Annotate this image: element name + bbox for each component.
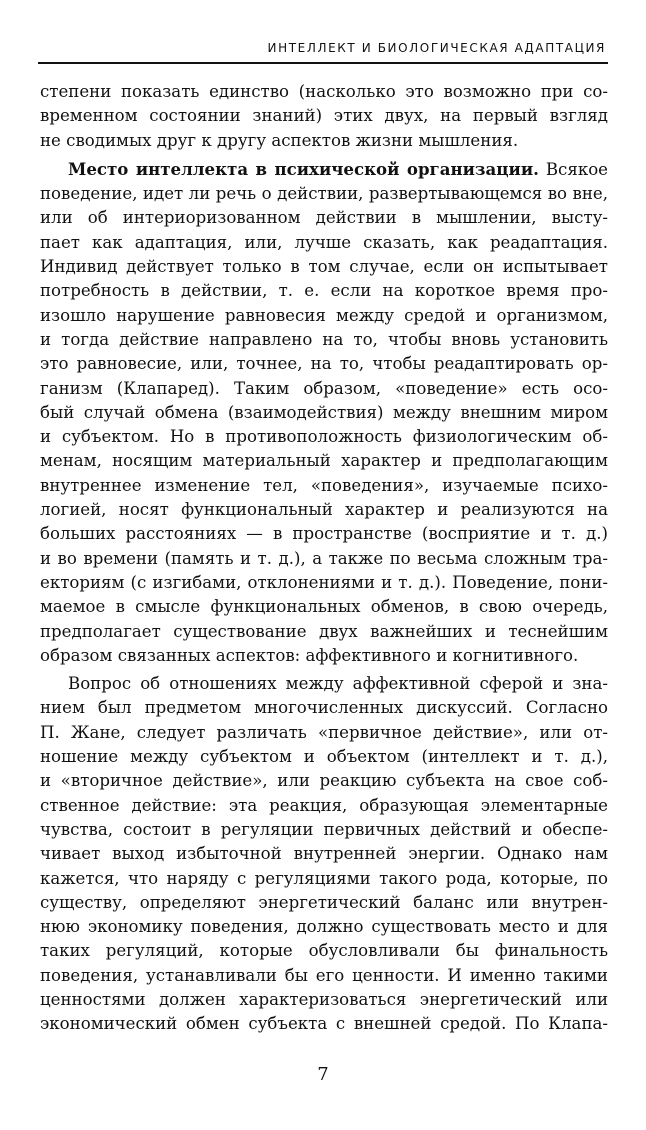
paragraph-1: [40, 80, 608, 153]
paragraph-3: [40, 672, 608, 1036]
text-line: поведения, устанавливали бы его ценности. И именно такими: [40, 965, 608, 985]
text-line: и тогда действие направлено на то, чтобы вновь установить: [40, 329, 608, 349]
text-line: ганизм (Клапаред). Таким образом, «поведение» есть осо-: [40, 378, 608, 398]
text-line: экономический обмен субъекта с внешней средой. По Клапа-: [40, 1014, 608, 1034]
text-line: ценностями должен характеризоваться энергетический или: [40, 989, 608, 1009]
text-line: временном состоянии знаний) этих двух, на первый взгляд: [40, 106, 608, 126]
text-line: потребность в действии, т. е. если на короткое время про-: [40, 281, 608, 301]
running-header: ИНТЕЛЛЕКТ И БИОЛОГИЧЕСКАЯ АДАПТАЦИЯ: [267, 41, 606, 55]
text-line: степени показать единство (насколько это возможно при со-: [40, 82, 608, 101]
text-line: или об интериоризованном действии в мышлении, высту-: [40, 208, 608, 228]
section-heading: Место интеллекта в психической организации.: [68, 158, 539, 179]
text-line: пает как адаптация, или, лучше сказать, как реадаптация.: [40, 232, 608, 252]
text-line: Индивид действует только в том случае, если он испытывает: [40, 257, 608, 277]
body-text: [40, 80, 608, 1037]
text-line: не сводимых друг к другу аспектов жизни мышления.: [40, 130, 519, 150]
text-line: образом связанных аспектов: аффективного и когнитивного.: [40, 645, 579, 665]
text-run: Всякое: [538, 159, 608, 179]
text-line: маемое в смысле функциональных обменов, в свою очередь,: [40, 597, 608, 617]
text-line: и субъектом. Но в противоположность физиологическим об-: [40, 427, 608, 447]
text-line: больших расстояниях — в пространстве (восприятие и т. д.): [40, 524, 608, 544]
text-line: это равновесие, или, точнее, на то, чтобы реадаптировать ор-: [40, 354, 608, 374]
text-line: предполагает существование двух важнейших и теснейшим: [40, 621, 608, 641]
text-line: менам, носящим материальный характер и предполагающим: [40, 451, 608, 471]
text-line: ношение между субъектом и объектом (интеллект и т. д.),: [40, 747, 608, 767]
text-line: екториям (с изгибами, отклонениями и т. д.). Поведение, пони-: [40, 572, 608, 592]
header-rule: [38, 62, 608, 64]
text-line: кажется, что наряду с регуляциями такого рода, которые, по: [40, 868, 608, 888]
text-line: и во времени (память и т. д.), а также по весьма сложным тра-: [40, 548, 608, 568]
text-line: чивает выход избыточной внутренней энергии. Однако нам: [40, 844, 608, 864]
text-line: и «вторичное действие», или реакцию субъекта на свое соб-: [40, 771, 608, 791]
text-line: нием был предметом многочисленных дискуссий. Согласно: [40, 698, 608, 718]
text-line: поведение, идет ли речь о действии, развертывающемся во вне,: [40, 184, 608, 204]
text-line: нюю экономику поведения, должно существовать место и для: [40, 917, 608, 937]
text-line: бый случай обмена (взаимодействия) между внешним миром: [40, 402, 608, 422]
text-line: изошло нарушение равновесия между средой и организмом,: [40, 305, 608, 325]
text-line: существу, определяют энергетический баланс или внутрен-: [40, 892, 608, 912]
text-line: логией, носят функциональный характер и реализуются на: [40, 500, 608, 520]
text-line: таких регуляций, которые обусловливали бы финальность: [40, 941, 608, 961]
page-number: 7: [317, 1064, 329, 1085]
text-line: чувства, состоит в регуляции первичных действий и обеспе-: [40, 819, 608, 839]
text-line: внутреннее изменение тел, «поведения», изучаемые психо-: [40, 475, 608, 495]
text-line: Вопрос об отношениях между аффективной сферой и зна-: [68, 674, 608, 694]
text-line: П. Жане, следует различать «первичное действие», или от-: [40, 722, 608, 742]
text-line: [40, 157, 608, 182]
text-line: ственное действие: эта реакция, образующая элементарные: [40, 795, 608, 815]
paragraph-2: [40, 157, 608, 668]
